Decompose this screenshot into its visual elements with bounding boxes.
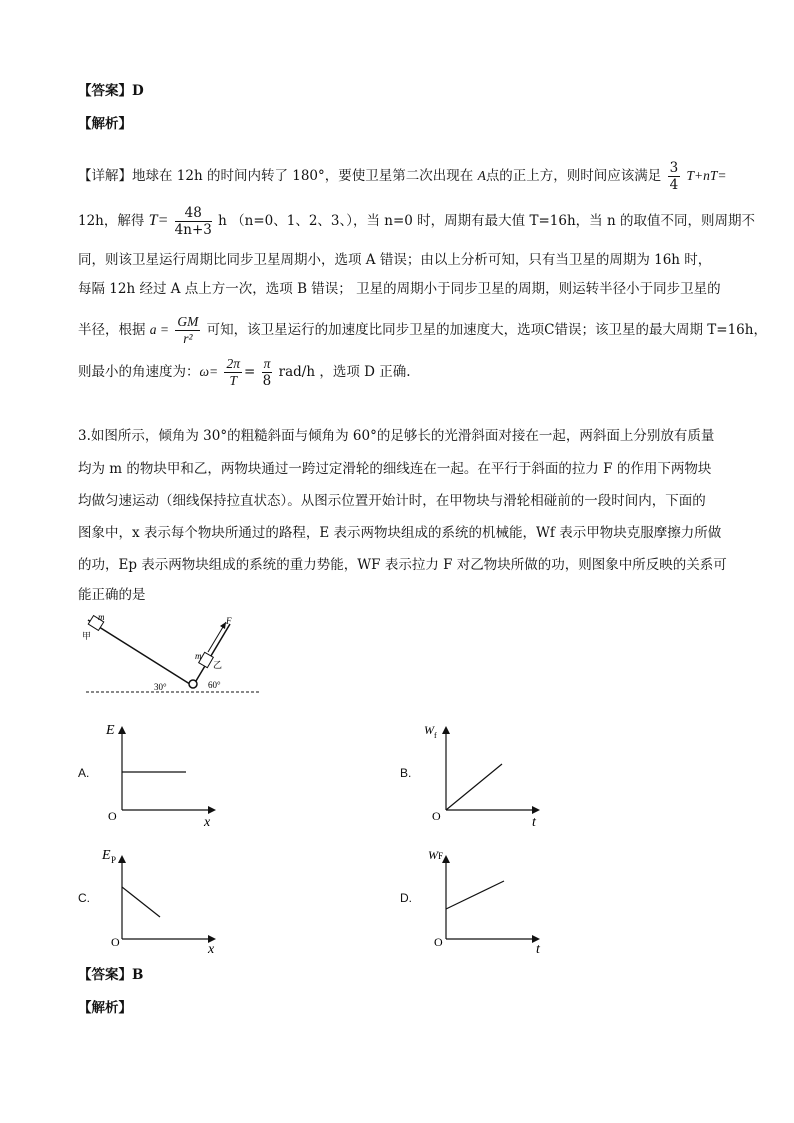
label-m1: m	[98, 612, 105, 622]
answer-label-2: 【答案】B	[78, 967, 144, 983]
axis-y-sub: P	[111, 855, 117, 865]
label-jia: 甲	[82, 631, 92, 641]
option-d-label: D.	[400, 891, 412, 905]
question-line-3: 均做匀速运动（细线保持拉直状态）。从图示位置开始计时，在甲物块与滑轮相碰前的一段时间内，下面的	[78, 493, 706, 509]
analysis-label-2: 【解析】	[78, 1000, 132, 1016]
detail-text: 【详解】地球在 12h 的时间内转了 180°，要使卫星第二次出现在	[78, 168, 478, 184]
detail-text: 12h，解得	[78, 213, 149, 229]
graph-d	[420, 843, 550, 953]
detail-line-3: 同，则该卫星运行周期比同步卫星周期小，选项 A 错误；由以上分析可知，只有当卫星的周期为 16h 时，	[78, 252, 712, 268]
option-b-label: B.	[400, 766, 412, 780]
formula-omega: ω=	[199, 364, 219, 379]
detail-text: 可知，该卫星运行的加速度比同步卫星的加速度大，选项C错误；该卫星的最大周期 T=16h，	[206, 322, 767, 338]
detail-text: h （n=0、1、2、3、），当 n=0 时，周期有最大值 T=16h，当 n 的取值不同，则周期不	[218, 213, 755, 229]
axis-y-label: W	[428, 848, 438, 862]
origin-label: O	[432, 809, 441, 823]
axis-y-label: E	[106, 723, 115, 738]
point-a: A	[477, 168, 486, 183]
option-a-label: A.	[78, 766, 90, 780]
label-60: 60°	[208, 680, 221, 690]
detail-line-2	[78, 205, 755, 238]
detail-text: rad/h ，选项 D 正确.	[278, 364, 411, 380]
detail-line-5	[78, 314, 767, 347]
detail-text: 则最小的角速度为：	[78, 364, 200, 380]
axis-x-label: t	[536, 942, 540, 953]
answer-label-1: 【答案】D	[78, 83, 144, 99]
question-line-4: 图象中，x 表示每个物块所通过的路程，E 表示两物块组成的系统的机械能，Wf 表示甲物块克服摩擦力所做	[78, 525, 722, 541]
formula-tail: T+nT=	[686, 168, 727, 183]
fraction-gm-r2: $\frac{GM}{\text{r²}}$	[177, 314, 199, 346]
fraction-pi-8: $\frac{\pi}{8}$	[262, 356, 272, 389]
question-line-1: 3.如图所示，倾角为 30°的粗糙斜面与倾角为 60°的足够长的光滑斜面对接在一起，两斜面上分别放有质量	[78, 428, 715, 444]
label-m2: m	[195, 651, 202, 661]
axis-x-label: x	[204, 815, 211, 828]
option-c-label: C.	[78, 891, 90, 905]
detail-text: 半径，根据	[78, 322, 150, 338]
axis-x-label: t	[532, 815, 536, 828]
detail-line-4: 每隔 12h 经过 A 点上方一次，选项 B 错误； 卫星的周期小于同步卫星的周期，则运转半径小于同步卫星的	[78, 281, 721, 297]
detail-text: 点的正上方，则时间应该满足	[485, 168, 662, 184]
axis-y-label: E	[102, 848, 111, 863]
axis-y-sub: F	[438, 851, 444, 861]
detail-line-1	[78, 160, 727, 193]
formula-a: a =	[149, 322, 170, 337]
origin-label: O	[434, 935, 443, 949]
axis-y-sub: f	[434, 731, 437, 740]
label-30: 30°	[154, 682, 167, 692]
fraction-3-4: $\frac{3}{4}$	[669, 160, 679, 193]
fraction-48: $\frac{48}{4n+3}$	[174, 205, 212, 238]
origin-label: O	[108, 809, 117, 823]
analysis-label-1: 【解析】	[78, 116, 132, 132]
axis-y-label: W	[424, 723, 434, 737]
graph-b	[420, 718, 550, 828]
graph-a	[100, 718, 225, 828]
graph-c	[100, 843, 225, 953]
fraction-2pi-t: $\frac{2\pi}{T}$	[226, 356, 240, 388]
label-f: F	[226, 616, 232, 626]
origin-label: O	[111, 935, 120, 949]
question-line-2: 均为 m 的物块甲和乙，两物块通过一跨过定滑轮的细线连在一起。在平行于斜面的拉力 F 的作用下两物块	[78, 461, 712, 477]
detail-line-6: 则最小的角速度为：ω= $\frac{2\pi}{T}$ = $\frac{\pi}{8}$ rad/h ，选项 D 正确.	[78, 356, 411, 389]
pulley	[189, 680, 197, 688]
question-line-6: 能正确的是	[78, 587, 146, 603]
axis-x-label: x	[208, 942, 215, 953]
question-line-5: 的功，Ep 表示两物块组成的系统的重力势能，WF 表示拉力 F 对乙物块所做的功，则图象中所反映的关系可	[78, 557, 727, 573]
incline-figure	[78, 612, 268, 697]
formula-t: T=	[148, 212, 169, 229]
label-yi: 乙	[213, 660, 223, 670]
